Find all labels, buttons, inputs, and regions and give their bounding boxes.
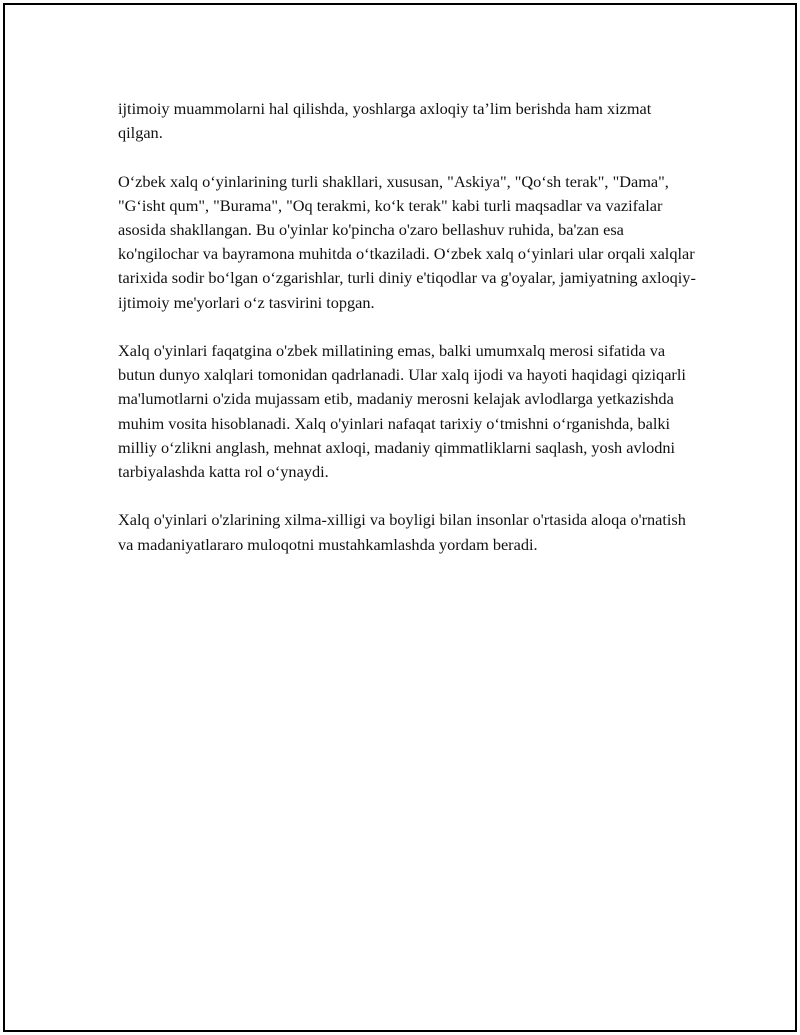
page-body — [118, 97, 698, 581]
document-page — [3, 3, 797, 1032]
paragraph-4: Xalq o'yinlari o'zlarining xilma-xilligi va boyligi bilan insonlar o'rtasida aloqa o'rnatish va madaniyatlararo muloqotni mustahkamlashda yordam beradi. — [118, 510, 686, 554]
paragraph-1: ijtimoiy muammolarni hal qilishda, yoshlarga axloqiy ta’lim berishda ham xizmat qilgan. — [118, 99, 652, 143]
paragraph-3: Xalq o'yinlari faqatgina o'zbek millatining emas, balki umumxalq merosi sifatida va butun dunyo xalqlari tomonidan qadrlanadi. Ular xalq ijodi va hayoti haqidagi qiziqarli ma'lumotlarni o'zida mujassam etib, madaniy merosni kelajak avlodlarga yetkazishda muhim vosita hisoblanadi. Xalq o'yinlari nafaqat tarixiy o‘tmishni o‘rganishda, balki milliy o‘zlikni anglash, mehnat axloqi, madaniy qimmatliklarni saqlash, yosh avlodni tarbiyalashda katta rol o‘ynaydi. — [118, 341, 686, 482]
paragraph-2: O‘zbek xalq o‘yinlarining turli shakllari, xususan, "Askiya", "Qo‘sh terak", "Dama", "G‘isht qum", "Burama", "Oq terakmi, ko‘k terak" kabi turli maqsadlar va vazifalar asosida shakllangan. Bu o'yinlar ko'pincha o'zaro bellashuv ruhida, ba'zan esa ko'ngilochar va bayramona muhitda o‘tkaziladi. O‘zbek xalq o‘yinlari ular orqali xalqlar tarixida sodir bo‘lgan o‘zgarishlar, turli diniy e'tiqodlar va g'oyalar, jamiyatning axloqiy-ijtimoiy me'yorlari o‘z tasvirini topgan. — [118, 171, 696, 312]
